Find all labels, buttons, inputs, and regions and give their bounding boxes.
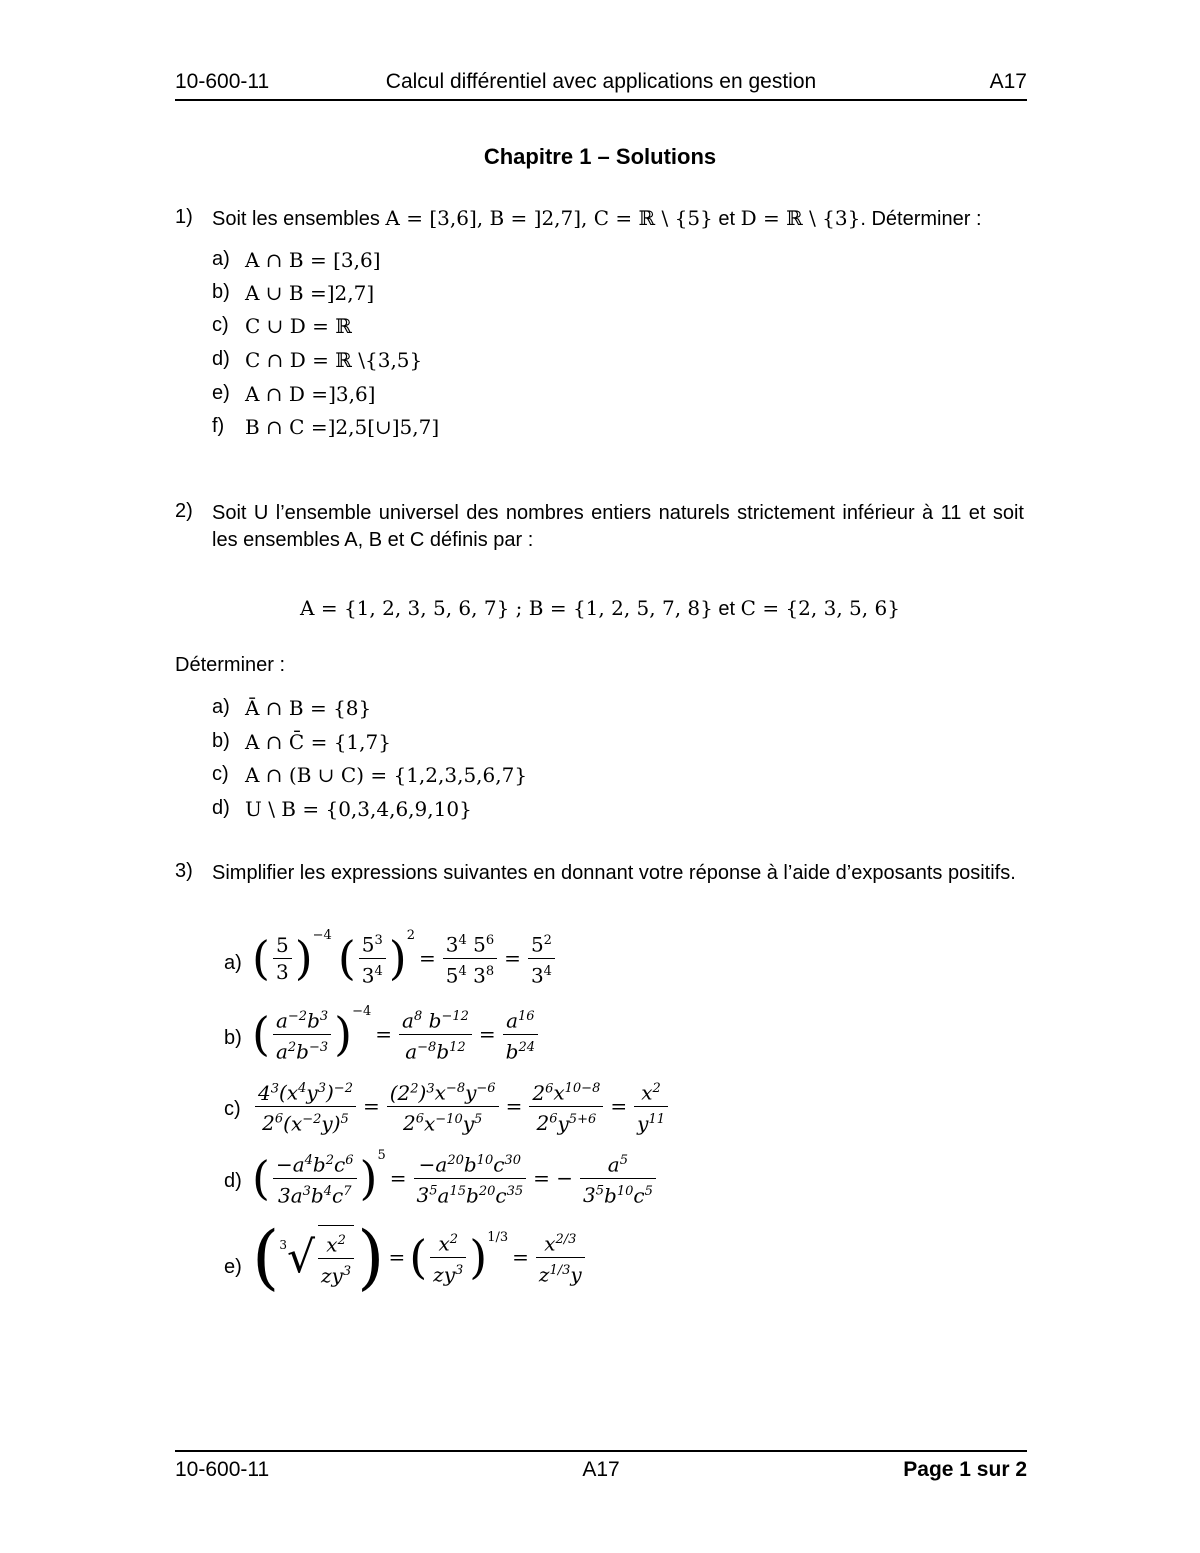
q3-stem: Simplifier les expressions suivantes en donnant votre réponse à l’aide d’exposants positifs.: [212, 862, 1016, 884]
footer-course-code: 10-600-11: [175, 1458, 270, 1481]
q2-item-label: a): [212, 696, 230, 718]
q3-label-c: c): [224, 1098, 241, 1120]
q1-item-expr: B ∩ C =]2,5[∪]5,7]: [245, 415, 440, 439]
course-code: 10-600-11: [175, 70, 270, 93]
q2-sets: A = {1, 2, 3, 5, 6, 7} ; B = {1, 2, 5, 7, 8} et C = {2, 3, 5, 6}: [300, 596, 900, 620]
q3-expr-d: ( $\frac{-a^4b^2c^6}{3a^3b^4c^7}$ ) $^5$ = $\frac{-a^{20}b^{10}c^{30}}{3^5a^{15}b^{20}c^{35}}$ = − $\frac{a^5}{3^5b^{10}c^5}$: [252, 1148, 659, 1208]
page-footer: [175, 1458, 1027, 1488]
page-number: Page 1 sur 2: [903, 1458, 1027, 1481]
q2-item-label: c): [212, 763, 229, 785]
q3-expr-b: ( $\frac{a^{-2}b^3}{a^2b^{-3}}$ ) $^{-4}$ = $\frac{a^8 b^{-12}}{a^{-8}b^{12}}$ = $\frac{a^{16}}{b^{24}}$: [252, 1004, 541, 1064]
q3-expr-c: $\frac{4^3(x^4y^3)^{-2}}{2^6(x^{-2}y)^5}$ = $\frac{(2^2)^3x^{-8}y^{-6}}{2^6x^{-10}y^5}$ = $\frac{2^6x^{10-8}}{2^6y^{5+6}}$ = $\frac{x^2}{y^{11}}$: [252, 1076, 671, 1136]
q1-item-label: c): [212, 314, 229, 336]
q3-label-e: e): [224, 1256, 242, 1278]
q1-stem: Soit les ensembles A = [3,6], B = ]2,7], C = ℝ \ {5} et D = ℝ \ {3}. Déterminer :: [212, 206, 982, 230]
q3-label-d: d): [224, 1170, 242, 1192]
q3-expr-a: ( $\frac{5}{3}$ ) $^{-4}$ ( $\frac{5^3}{3^4}$ ) $^2$ = $\frac{3^4 5^6}{5^4 3^8}$ = $\frac{5^2}{3^4}$: [252, 928, 558, 988]
q1-item-expr: A ∩ D =]3,6]: [245, 382, 376, 406]
q1-item-label: a): [212, 248, 230, 270]
q1-item-expr: C ∩ D = ℝ \{3,5}: [245, 348, 423, 372]
q3-expr-e: ( 3 √ $\frac{x^2}{zy^3}$ ) = ( $\frac{x^2}{zy^3}$ ) $^{1/3}$ = $\frac{x^{2/3}}{z^{1/3}y}$: [252, 1222, 588, 1292]
q2-item-expr: A ∩ C̄ = {1,7}: [245, 730, 391, 754]
q3-label-b: b): [224, 1027, 242, 1049]
q2-determiner: Déterminer :: [175, 654, 286, 676]
course-title: Calcul différentiel avec applications en gestion: [385, 70, 817, 93]
q3-label-a: a): [224, 952, 242, 974]
page-title: Chapitre 1 – Solutions: [483, 144, 717, 169]
q1-item-label: e): [212, 382, 230, 404]
q1-item-label: b): [212, 281, 230, 303]
q2-stem: Soit U l’ensemble universel des nombres entiers naturels strictement inférieur à 11 et soit les ensembles A, B et C définis par :: [212, 502, 1024, 551]
q1-item-expr: A ∪ B =]2,7]: [245, 281, 375, 305]
q2-item-label: b): [212, 730, 230, 752]
q1-item-label: d): [212, 348, 230, 370]
q1-item-expr: A ∩ B = [3,6]: [245, 248, 381, 272]
q2-item-expr: A ∩ (B ∪ C) = {1,2,3,5,6,7}: [245, 763, 528, 787]
q1-item-expr: C ∪ D = ℝ: [245, 314, 352, 338]
page-header: [175, 70, 1027, 100]
footer-rule: [175, 1450, 1027, 1452]
footer-term: A17: [582, 1458, 620, 1481]
q2-item-label: d): [212, 797, 230, 819]
term: A17: [989, 70, 1027, 93]
q2-number: 2): [175, 500, 193, 522]
q1-item-label: f): [212, 415, 225, 437]
q2-item-expr: Ā ∩ B = {8}: [245, 696, 372, 720]
header-rule: [175, 99, 1027, 101]
q3-number: 3): [175, 860, 193, 882]
q2-item-expr: U \ B = {0,3,4,6,9,10}: [245, 797, 472, 821]
q1-number: 1): [175, 206, 193, 228]
